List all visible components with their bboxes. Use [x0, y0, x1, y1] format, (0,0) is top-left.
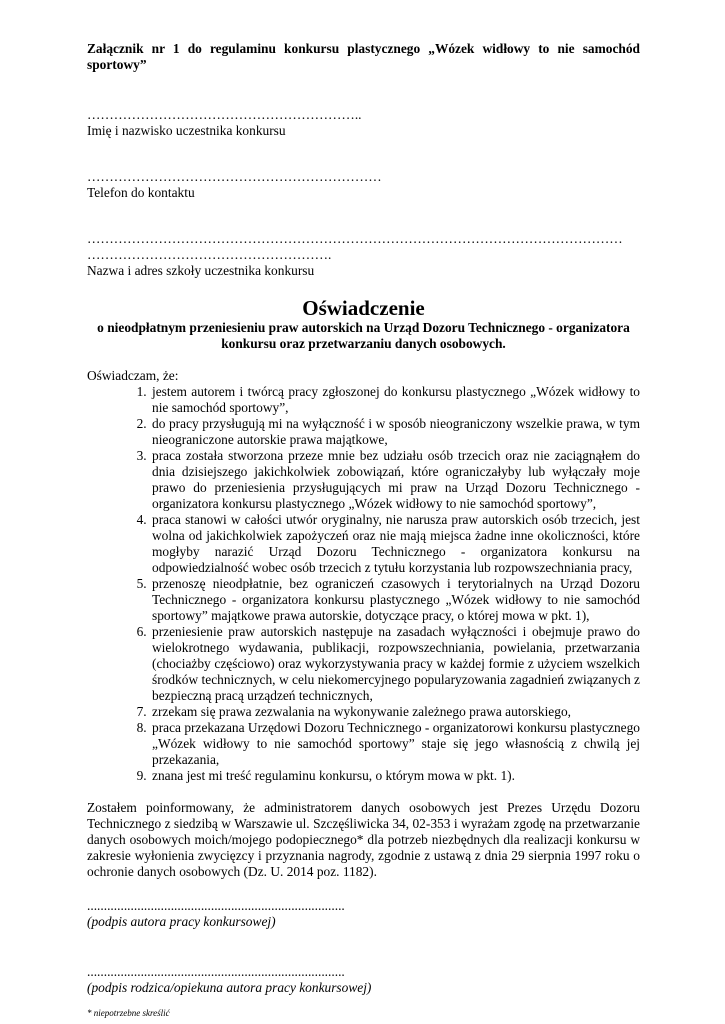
list-item: 9. znana jest mi treść regulaminu konkursu, o którym mowa w pkt. 1).	[150, 768, 640, 784]
declaration-list	[87, 384, 640, 784]
phone-field-label: Telefon do kontaktu	[87, 185, 195, 200]
list-item: 4. praca stanowi w całości utwór oryginalny, nie narusza praw autorskich osób trzecich, jest wolna od jakichkolwiek zapożyczeń oraz nie mają miejsca żadne inne okoliczności, które mogłyby narazić Urząd Dozoru Technicznego - organizatora konkursu na odpowiedzialność wobec osób trzecich z tytułu korzystania lub rozpowszechniania pracy,	[150, 512, 640, 576]
parent-signature-label: (podpis rodzica/opiekuna autora pracy konkursowej)	[87, 980, 372, 995]
declaration-title: Oświadczenie	[302, 296, 425, 320]
name-field-label: Imię i nazwisko uczestnika konkursu	[87, 123, 286, 138]
list-item: 1. jestem autorem i twórcą pracy zgłoszonej do konkursu plastycznego „Wózek widłowy to nie samochód sportowy”,	[150, 384, 640, 416]
list-item: 8. praca przekazana Urzędowi Dozoru Technicznego - organizatorowi konkursu plastycznego „Wózek widłowy to nie samochód sportowy” staje się jego własnością z chwilą jej przekazania,	[150, 720, 640, 768]
author-signature-line[interactable]: .............................................................................	[87, 898, 345, 913]
document-page	[87, 41, 640, 1019]
list-item: 5. przenoszę nieodpłatnie, bez ograniczeń czasowych i terytorialnych na Urząd Dozoru Technicznego - organizatora konkursu plastycznego „Wózek widłowy to nie samochód sportowy” majątkowe prawa autorskie, dotyczące pracy, o której mowa w pkt. 1),	[150, 576, 640, 624]
data-consent-paragraph: Zostałem poinformowany, że administratorem danych osobowych jest Prezes Urzędu Dozoru Technicznego z siedzibą w Warszawie ul. Szczęśliwicka 34, 02-353 i wyrażam zgodę na przetwarzanie danych osobowych moich/mojego podopiecznego* dla potrzeb niezbędnych dla realizacji konkursu w zakresie wyłonienia zwycięzcy i przyznania nagrody, zgodnie z ustawą z dnia 29 sierpnia 1997 roku o ochronie danych osobowych (Dz. U. 2014 poz. 1182).	[87, 800, 640, 879]
phone-dotted-line[interactable]: …………………………………………………………	[87, 169, 382, 184]
school-field-label: Nazwa i adres szkoły uczestnika konkursu	[87, 263, 315, 278]
list-item: 7. zrzekam się prawa zezwalania na wykonywanie zależnego prawa autorskiego,	[150, 704, 640, 720]
author-signature-label: (podpis autora pracy konkursowej)	[87, 914, 276, 929]
list-item: 6. przeniesienie praw autorskich następuje na zasadach wyłączności i obejmuje prawo do wielokrotnego wydawania, publikacji, rozpowszechniania, powielania, przetwarzania (chociażby częściowo) oraz wykorzystywania pracy w każdej formie z użyciem wszelkich środków technicznych, w celu niekomercyjnego popularyzowania zagadnień związanych z bezpieczną pracą urządzeń technicznych,	[150, 624, 640, 704]
name-dotted-line[interactable]: ……………………………………………………..	[87, 107, 362, 122]
list-item: 2. do pracy przysługują mi na wyłączność i w sposób nieograniczony wszelkie prawa, w tym nieograniczone autorskie prawa majątkowe,	[150, 416, 640, 448]
school-dotted-line-2[interactable]: ……………………………………………….	[87, 247, 332, 262]
parent-signature-line[interactable]: .............................................................................	[87, 964, 345, 979]
school-dotted-line-1[interactable]: …………………………………………………………………………………………………………	[87, 231, 623, 246]
attachment-title: Załącznik nr 1 do regulaminu konkursu plastycznego „Wózek widłowy to nie samochód sportowy”	[87, 41, 640, 72]
list-item: 3. praca została stworzona przeze mnie bez udziału osób trzecich oraz nie zaciągnąłem do dnia dzisiejszego jakichkolwiek zobowiązań, które ograniczałyby lub wyłączały moje prawo do przeniesienia przysługujących mi praw na Urząd Dozoru Technicznego - organizatora konkursu plastycznego „Wózek widłowy to nie samochód sportowy”,	[150, 448, 640, 512]
footnote: * niepotrzebne skreślić	[87, 1008, 170, 1018]
declaration-intro: Oświadczam, że:	[87, 368, 179, 383]
declaration-subtitle: o nieodpłatnym przeniesieniu praw autorskich na Urząd Dozoru Technicznego - organizatora konkursu oraz przetwarzaniu danych osobowych.	[97, 320, 630, 351]
